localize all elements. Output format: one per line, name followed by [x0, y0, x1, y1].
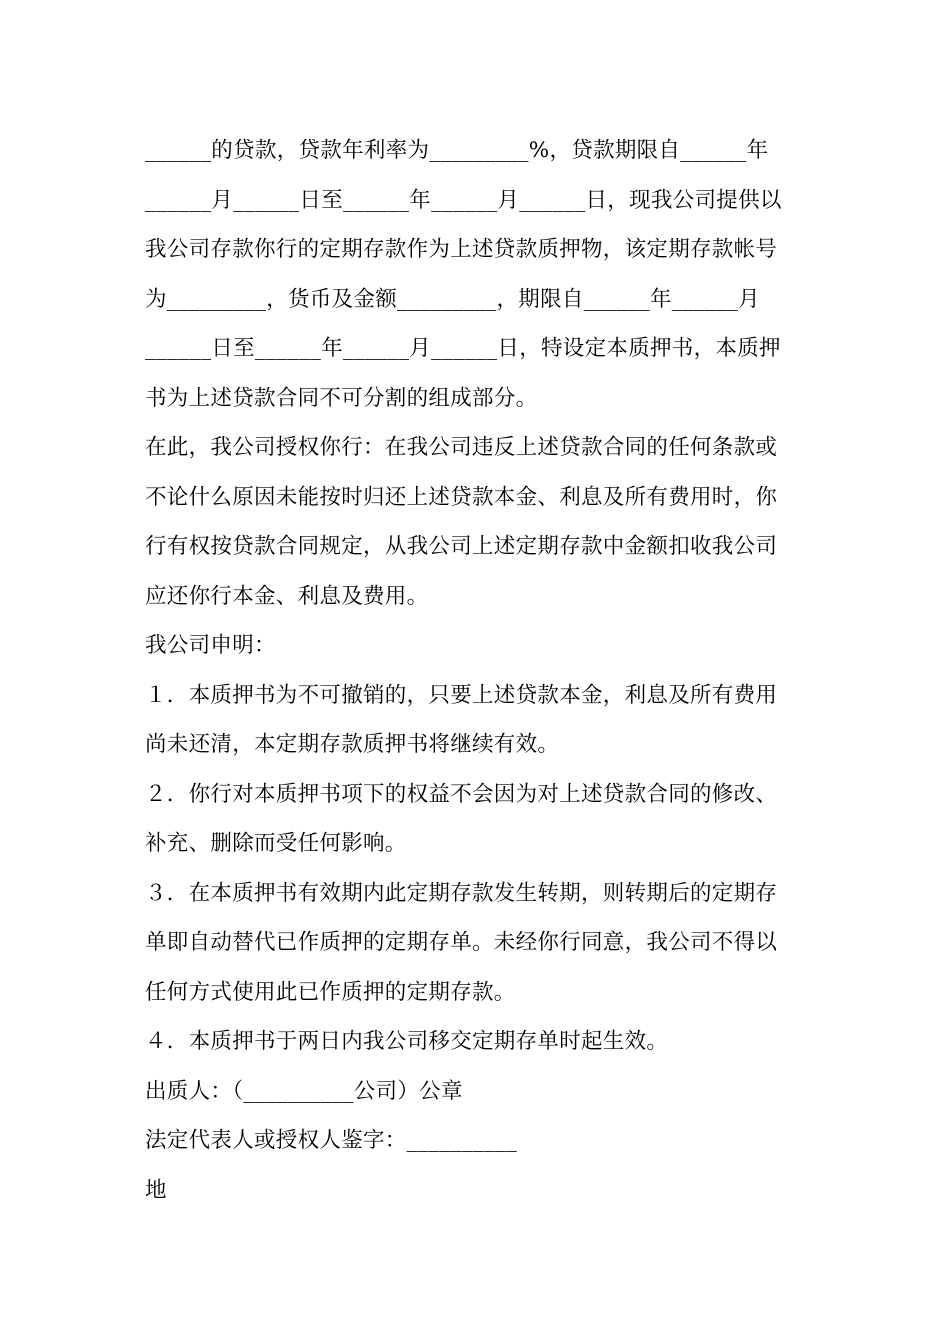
clause-3-line: 单即自动替代已作质押的定期存单。未经你行同意，我公司不得以	[145, 930, 778, 955]
clause-1-line: 尚未还清，本定期存款质押书将继续有效。	[145, 732, 560, 757]
clause-3-line: ３．在本质押书有效期内此定期存款发生转期，则转期后的定期存	[145, 880, 778, 906]
text-line: ______日至______年______月______日，特设定本质押书，本质押	[145, 336, 781, 361]
clause-4-line: ４．本质押书于两日内我公司移交定期存单时起生效。	[145, 1029, 669, 1054]
clause-2-line: 补充、删除而受任何影响。	[145, 831, 407, 856]
clause-3-line: 任何方式使用此已作质押的定期存款。	[145, 979, 516, 1005]
text-line: 应还你行本金、利息及费用。	[145, 583, 429, 609]
address-line: 地	[145, 1177, 167, 1203]
text-line: 不论什么原因未能按时归还上述贷款本金、利息及所有费用时，你	[145, 484, 778, 510]
text-line: 我公司存款你行的定期存款作为上述贷款质押物，该定期存款帐号	[145, 237, 778, 262]
clause-2-line: ２．你行对本质押书项下的权益不会因为对上述贷款合同的修改、	[145, 781, 778, 807]
text-line: ______月______日至______年______月______日，现我公司提供以	[145, 187, 782, 213]
text-line: 为_________，货币及金额_________，期限自______年______月	[145, 286, 760, 312]
text-line: 行有权按贷款合同规定，从我公司上述定期存款中金额扣收我公司	[145, 534, 778, 559]
text-line: 书为上述贷款合同不可分割的组成部分。	[145, 385, 538, 411]
signature-line: 法定代表人或授权人鉴字：__________	[145, 1128, 518, 1153]
pledgor-line: 出质人：（__________公司）公章	[145, 1078, 463, 1104]
section-heading: 我公司申明：	[145, 633, 276, 658]
text-line: 在此，我公司授权你行：在我公司违反上述贷款合同的任何条款或	[145, 435, 778, 460]
document-body	[145, 126, 815, 1215]
clause-1-line: １．本质押书为不可撤销的，只要上述贷款本金，利息及所有费用	[145, 682, 778, 708]
text-line: ______的贷款，贷款年利率为_________%，贷款期限自______年	[145, 138, 769, 163]
